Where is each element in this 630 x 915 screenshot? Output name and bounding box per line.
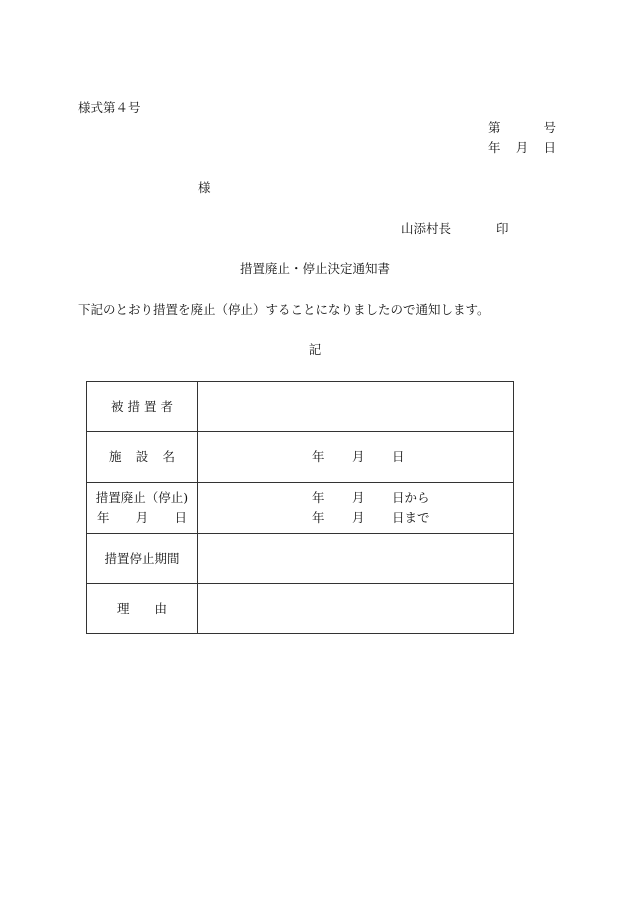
facility-label-part: 設 <box>135 449 149 464</box>
record-table <box>86 381 514 634</box>
number-prefix: 第 <box>488 120 501 135</box>
from-year: 年 <box>312 490 325 505</box>
facility-date <box>312 447 405 467</box>
table-row <box>87 483 514 534</box>
reason-value <box>198 584 514 634</box>
suspension-period-label <box>87 534 198 584</box>
form-number: 様式第４号 <box>78 100 141 115</box>
facility-date-day: 日 <box>392 449 405 464</box>
suspension-period-value <box>198 534 514 584</box>
reason-label <box>87 584 198 634</box>
termination-label-year: 年 <box>97 510 110 525</box>
facility-date-month: 月 <box>352 449 365 464</box>
subject-label <box>87 382 198 432</box>
termination-from-date <box>312 488 430 508</box>
facility-label <box>87 432 198 483</box>
termination-until-date <box>312 508 430 528</box>
termination-label-month: 月 <box>135 510 149 525</box>
from-month: 月 <box>352 490 365 505</box>
ki-heading: 記 <box>308 342 322 357</box>
table-row <box>87 534 514 584</box>
date-month: 月 <box>515 140 529 155</box>
seal-mark: 印 <box>496 221 509 236</box>
facility-value <box>198 432 514 483</box>
reason-label-part: 由 <box>154 600 167 616</box>
facility-date-year: 年 <box>312 449 325 464</box>
table-row <box>87 382 514 432</box>
document-date-line <box>488 142 556 155</box>
number-suffix: 号 <box>543 120 556 135</box>
issuer-name: 山添村長 <box>401 221 452 236</box>
subject-label-text: 被 措 置 者 <box>111 398 173 414</box>
until-year: 年 <box>312 510 325 525</box>
reason-label-part: 理 <box>117 600 130 616</box>
until-month: 月 <box>352 510 365 525</box>
facility-label-part: 施 <box>109 449 122 464</box>
termination-label <box>87 483 198 534</box>
date-day: 日 <box>543 140 556 155</box>
from-day: 日から <box>392 490 430 505</box>
facility-label-part: 名 <box>162 449 175 464</box>
termination-label-line2 <box>87 508 197 528</box>
suspension-period-label-text: 措置停止期間 <box>104 550 180 566</box>
date-year: 年 <box>488 140 501 155</box>
table-row <box>87 432 514 483</box>
intro-sentence: 下記のとおり措置を廃止（停止）することになりましたので通知します。 <box>78 302 490 317</box>
document-number-line <box>488 122 556 135</box>
until-day: 日まで <box>392 510 430 525</box>
document-title: 措置廃止・停止決定通知書 <box>239 261 390 276</box>
termination-value <box>198 483 514 534</box>
termination-label-day: 日 <box>174 510 187 525</box>
table-row <box>87 584 514 634</box>
termination-label-line1: 措置廃止（停止) <box>95 490 189 505</box>
subject-value <box>198 382 514 432</box>
addressee-honorific: 様 <box>198 180 211 195</box>
